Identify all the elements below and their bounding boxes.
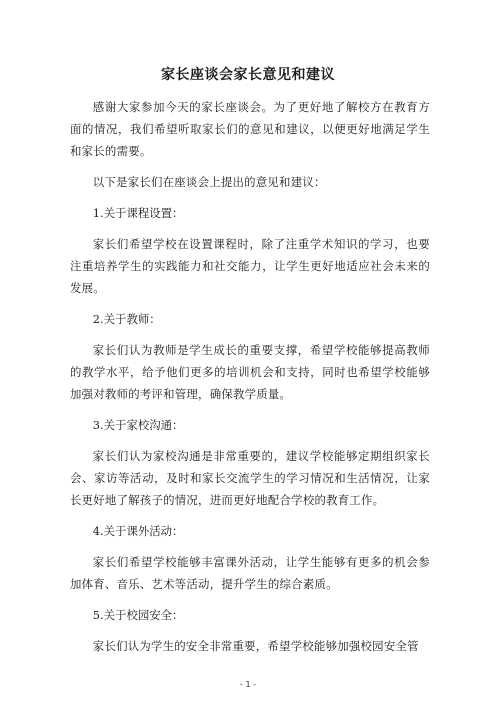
- lead-paragraph: 以下是家长们在座谈会上提出的意见和建议：: [92, 175, 326, 189]
- section-heading-teachers: 2.关于教师：: [92, 312, 161, 326]
- section-heading-activities: 4.关于课外活动：: [92, 524, 184, 538]
- section-body-safety: 家长们认为学生的安全非常重要，希望学校能够加强校园安全管: [92, 639, 419, 653]
- section-heading-safety: 5.关于校园安全：: [92, 608, 184, 622]
- section-body-teachers: 家长们认为教师是学生成长的重要支撑，希望学校能够提高教师的教学水平，给予他们更多的培训机会和支持，同时也希望学校能够加强对教师的考评和管理，确保教学质量。: [70, 343, 430, 401]
- document-body: [70, 96, 430, 666]
- page-number: - 1 -: [240, 680, 256, 689]
- section-heading-communication: 3.关于家校沟通：: [92, 418, 184, 432]
- section-body-curriculum: 家长们希望学校在设置课程时，除了注重学术知识的学习，也要注重培养学生的实践能力和社交能力，让学生更好地适应社会未来的发展。: [70, 237, 430, 295]
- section-body-communication: 家长们认为家校沟通是非常重要的，建议学校能够定期组织家长会、家访等活动，及时和家长交流学生的学习情况和生活情况，让家长更好地了解孩子的情况，进而更好地配合学校的教育工作。: [70, 449, 430, 507]
- document-title: 家长座谈会家长意见和建议: [161, 67, 335, 83]
- intro-paragraph: 感谢大家参加今天的家长座谈会。为了更好地了解校方在教育方面的情况，我们希望听取家长们的意见和建议，以便更好地满足学生和家长的需要。: [70, 100, 430, 158]
- section-body-activities: 家长们希望学校能够丰富课外活动，让学生能够有更多的机会参加体育、音乐、艺术等活动，提升学生的综合素质。: [70, 555, 430, 591]
- section-heading-curriculum: 1.关于课程设置：: [92, 206, 184, 220]
